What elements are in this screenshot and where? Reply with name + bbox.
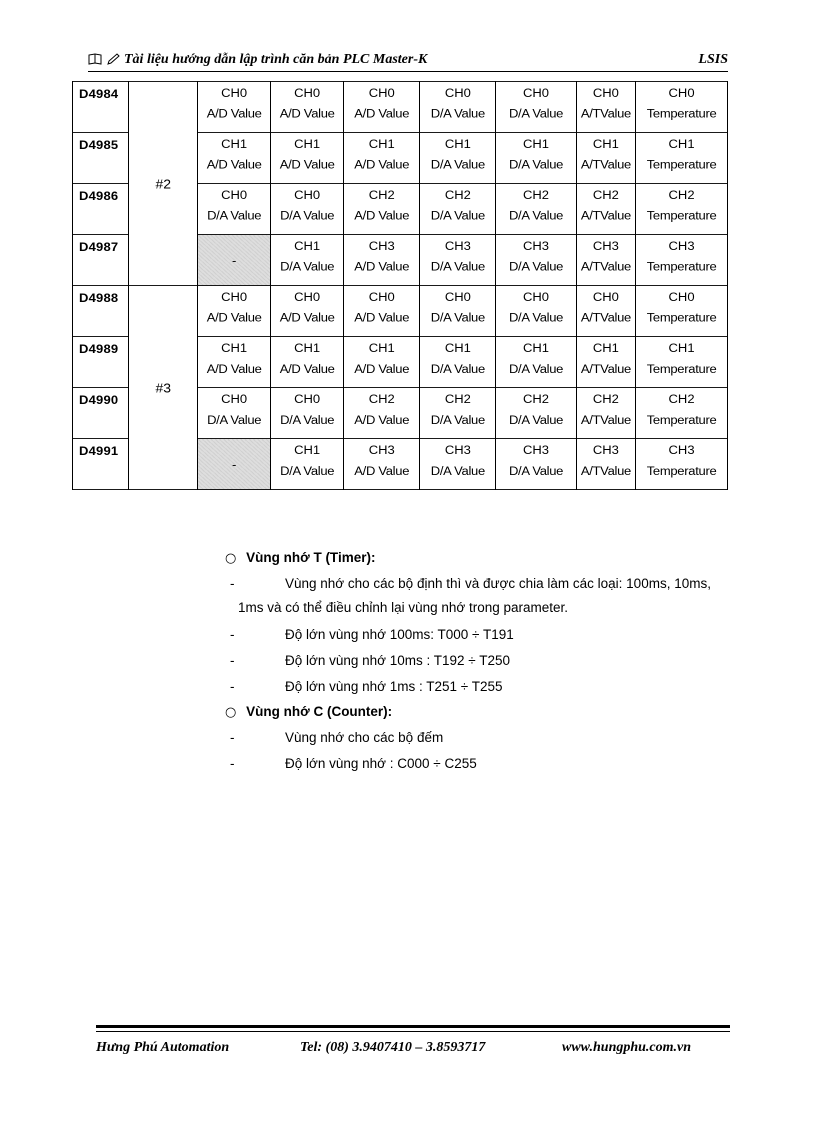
channel-label: CH3: [368, 239, 395, 253]
channel-label: CH2: [523, 188, 550, 202]
value-type: A/D Value: [206, 106, 262, 121]
counter-item-range: Độ lớn vùng nhớ : C000 ÷ C255: [285, 756, 477, 771]
timer-item-100ms: Độ lớn vùng nhớ 100ms: T000 ÷ T191: [285, 627, 514, 642]
timer-desc-row: [230, 576, 711, 591]
channel-cell: [576, 183, 635, 234]
channel-cell: [420, 81, 496, 132]
pencil-icon: [106, 53, 120, 65]
device-address: D4991: [73, 439, 129, 490]
value-type: A/D Value: [279, 106, 335, 121]
timer-item-row: [230, 679, 503, 694]
value-type: A/D Value: [354, 106, 410, 121]
device-address: D4985: [73, 132, 129, 183]
value-type: A/D Value: [206, 157, 262, 172]
timer-item-10ms: Độ lớn vùng nhớ 10ms : T192 ÷ T250: [285, 653, 510, 668]
channel-label: CH2: [668, 392, 695, 406]
device-address: D4987: [73, 234, 129, 285]
device-memory-table: [72, 81, 728, 490]
value-type: A/D Value: [354, 157, 410, 172]
channel-label: CH1: [368, 341, 395, 355]
channel-cell: [198, 286, 271, 337]
header-brand: LSIS: [698, 52, 728, 67]
channel-label: CH0: [294, 392, 321, 406]
value-type: A/D Value: [354, 259, 410, 274]
channel-cell: [496, 439, 576, 490]
header-divider: [88, 71, 728, 72]
value-type: Temperature: [646, 106, 717, 121]
channel-cell: [576, 286, 635, 337]
value-type: D/A Value: [280, 208, 335, 223]
channel-label: CH0: [523, 86, 550, 100]
channel-cell: [271, 183, 344, 234]
channel-label: CH2: [368, 188, 395, 202]
value-type: A/TValue: [580, 208, 631, 223]
value-type: D/A Value: [430, 464, 485, 478]
channel-label: CH0: [221, 392, 248, 406]
device-address: D4989: [73, 337, 129, 388]
value-type: A/TValue: [580, 311, 631, 325]
value-type: D/A Value: [430, 157, 485, 172]
timer-heading: Vùng nhớ T (Timer):: [246, 550, 376, 565]
value-type: Temperature: [646, 464, 717, 478]
channel-cell: [496, 183, 576, 234]
channel-label: CH0: [294, 86, 321, 100]
channel-cell: [496, 132, 576, 183]
channel-cell: [576, 81, 635, 132]
channel-label: CH1: [221, 341, 248, 355]
value-type: D/A Value: [280, 259, 335, 274]
value-type: D/A Value: [430, 311, 485, 325]
value-type: A/D Value: [354, 464, 410, 478]
value-type: D/A Value: [280, 464, 335, 478]
footer-website: www.hungphu.com.vn: [562, 1040, 692, 1055]
channel-cell: [271, 132, 344, 183]
timer-heading-row: [225, 550, 375, 566]
channel-cell: [271, 439, 344, 490]
channel-cell: [344, 286, 420, 337]
channel-cell: [198, 183, 271, 234]
channel-label: CH1: [368, 137, 395, 151]
channel-label: CH0: [221, 86, 248, 100]
value-type: A/TValue: [580, 157, 631, 172]
value-type: A/D Value: [206, 311, 262, 325]
timer-desc-line1: Vùng nhớ cho các bộ định thì và được chia làm các loại: 100ms, 10ms,: [285, 576, 711, 591]
channel-cell: [198, 132, 271, 183]
channel-label: CH2: [444, 392, 471, 406]
counter-heading-row: [225, 704, 392, 720]
counter-item-row: [230, 730, 444, 745]
channel-cell: [636, 388, 728, 439]
channel-label: CH0: [668, 290, 695, 304]
value-type: Temperature: [646, 208, 717, 223]
channel-label: CH0: [294, 290, 321, 304]
dash: -: [230, 653, 235, 668]
channel-cell: [198, 81, 271, 132]
footer-tel: Tel: (08) 3.9407410 – 3.8593717: [300, 1040, 486, 1055]
channel-label: CH1: [294, 137, 321, 151]
channel-cell: [576, 337, 635, 388]
value-type: A/D Value: [279, 362, 335, 376]
channel-label: CH3: [668, 239, 695, 253]
channel-cell: [271, 337, 344, 388]
value-type: D/A Value: [508, 362, 564, 376]
device-address: D4986: [73, 183, 129, 234]
channel-cell: [344, 337, 420, 388]
channel-cell: [344, 132, 420, 183]
value-type: D/A Value: [508, 106, 564, 121]
counter-item-desc: Vùng nhớ cho các bộ đếm: [285, 730, 444, 745]
channel-cell: [420, 388, 496, 439]
value-type: D/A Value: [207, 413, 262, 427]
value-type: A/D Value: [279, 157, 335, 172]
timer-item-1ms: Độ lớn vùng nhớ 1ms : T251 ÷ T255: [285, 679, 503, 694]
channel-cell: [576, 439, 635, 490]
channel-label: CH1: [668, 341, 695, 355]
value-type: A/D Value: [279, 311, 335, 325]
value-type: D/A Value: [280, 413, 335, 427]
value-type: D/A Value: [508, 208, 564, 223]
channel-label: CH2: [444, 188, 471, 202]
timer-desc-line2: 1ms và có thể điều chỉnh lại vùng nhớ trong parameter.: [238, 600, 569, 615]
channel-cell: [636, 286, 728, 337]
channel-label: CH0: [592, 86, 619, 100]
value-type: A/D Value: [354, 311, 410, 325]
channel-cell: [576, 132, 635, 183]
value-type: A/D Value: [206, 362, 262, 376]
value-type: Temperature: [646, 259, 717, 274]
channel-label: CH3: [523, 443, 550, 457]
channel-label: CH1: [294, 443, 321, 457]
channel-cell: [636, 132, 728, 183]
value-type: D/A Value: [430, 208, 485, 223]
channel-label: CH3: [523, 239, 550, 253]
value-type: A/D Value: [354, 208, 410, 223]
table-row: [73, 286, 728, 337]
channel-cell: [576, 388, 635, 439]
channel-label: CH3: [368, 443, 395, 457]
channel-cell: [198, 388, 271, 439]
slot-group: #3: [129, 286, 198, 490]
value-type: Temperature: [646, 413, 717, 427]
channel-label: CH1: [294, 239, 321, 253]
channel-label: CH3: [592, 443, 619, 457]
device-address: D4990: [73, 388, 129, 439]
channel-cell: [636, 183, 728, 234]
channel-label: CH3: [592, 239, 619, 253]
value-type: Temperature: [646, 362, 717, 376]
value-type: D/A Value: [508, 259, 564, 274]
channel-label: CH3: [444, 443, 471, 457]
channel-cell: [576, 234, 635, 285]
channel-label: CH1: [444, 137, 471, 151]
value-type: D/A Value: [430, 106, 485, 121]
channel-cell: [271, 81, 344, 132]
channel-label: CH3: [668, 443, 695, 457]
value-type: A/TValue: [580, 464, 631, 478]
channel-cell: [496, 388, 576, 439]
value-type: A/TValue: [580, 413, 631, 427]
value-type: A/TValue: [580, 106, 631, 121]
channel-label: CH2: [592, 392, 619, 406]
channel-label: CH2: [523, 392, 550, 406]
channel-cell: [344, 388, 420, 439]
dash: -: [230, 756, 235, 771]
value-type: D/A Value: [508, 311, 564, 325]
channel-label: CH1: [294, 341, 321, 355]
value-type: D/A Value: [508, 464, 564, 478]
channel-label: CH1: [523, 341, 550, 355]
value-type: A/TValue: [580, 259, 631, 274]
channel-label: CH2: [592, 188, 619, 202]
dash: -: [230, 576, 235, 591]
header-title-wrap: [88, 52, 427, 68]
channel-label: CH1: [221, 137, 248, 151]
channel-cell: [198, 337, 271, 388]
counter-heading: Vùng nhớ C (Counter):: [246, 704, 393, 719]
channel-label: CH0: [592, 290, 619, 304]
channel-cell: [420, 132, 496, 183]
channel-label: CH1: [444, 341, 471, 355]
channel-cell: [420, 183, 496, 234]
value-type: D/A Value: [508, 413, 564, 427]
page-header: [88, 52, 728, 70]
footer-divider-thick: [96, 1025, 730, 1028]
channel-cell: [636, 439, 728, 490]
value-type: D/A Value: [430, 413, 485, 427]
channel-cell: [496, 337, 576, 388]
channel-label: CH1: [668, 137, 695, 151]
channel-cell: [496, 81, 576, 132]
channel-cell: [496, 234, 576, 285]
channel-cell: [344, 183, 420, 234]
channel-cell: [271, 286, 344, 337]
channel-cell: [636, 234, 728, 285]
channel-label: CH0: [444, 86, 471, 100]
timer-item-row: [230, 653, 510, 668]
value-type: A/D Value: [354, 413, 410, 427]
counter-item-row: [230, 756, 477, 771]
channel-cell: [496, 286, 576, 337]
timer-item-row: [230, 627, 514, 642]
channel-cell: [344, 439, 420, 490]
channel-label: CH1: [592, 341, 619, 355]
channel-label: CH0: [221, 188, 248, 202]
value-type: A/TValue: [580, 362, 631, 376]
channel-cell: [344, 81, 420, 132]
channel-cell: [271, 234, 344, 285]
value-type: D/A Value: [430, 259, 485, 274]
channel-label: CH2: [368, 392, 395, 406]
device-address: D4984: [73, 81, 129, 132]
dash: -: [230, 679, 235, 694]
bullet-circle-icon: ○: [225, 705, 237, 720]
bullet-circle-icon: ○: [225, 551, 237, 566]
table-row: [73, 81, 728, 132]
dash: -: [230, 730, 235, 745]
unused-cell: -: [198, 234, 271, 285]
channel-label: CH0: [368, 86, 395, 100]
channel-label: CH0: [523, 290, 550, 304]
value-type: D/A Value: [207, 208, 262, 223]
device-address: D4988: [73, 286, 129, 337]
dash: -: [230, 627, 235, 642]
channel-cell: [420, 439, 496, 490]
channel-label: CH0: [221, 290, 248, 304]
value-type: Temperature: [646, 157, 717, 172]
header-title: Tài liệu hướng dẫn lập trình căn bản PLC Master-K: [124, 52, 428, 67]
channel-cell: [636, 81, 728, 132]
channel-label: CH0: [294, 188, 321, 202]
footer-company: Hưng Phú Automation: [96, 1040, 230, 1055]
channel-label: CH1: [523, 137, 550, 151]
footer-divider-thin: [96, 1031, 730, 1032]
channel-label: CH2: [668, 188, 695, 202]
channel-label: CH0: [668, 86, 695, 100]
channel-cell: [420, 286, 496, 337]
channel-label: CH0: [368, 290, 395, 304]
value-type: A/D Value: [354, 362, 410, 376]
channel-cell: [420, 337, 496, 388]
book-icon: [88, 53, 102, 65]
channel-label: CH0: [444, 290, 471, 304]
value-type: D/A Value: [508, 157, 564, 172]
channel-label: CH3: [444, 239, 471, 253]
slot-group: #2: [129, 81, 198, 285]
channel-cell: [636, 337, 728, 388]
channel-cell: [344, 234, 420, 285]
value-type: Temperature: [646, 311, 717, 325]
channel-cell: [271, 388, 344, 439]
channel-label: CH1: [592, 137, 619, 151]
channel-cell: [420, 234, 496, 285]
unused-cell: -: [198, 439, 271, 490]
value-type: D/A Value: [430, 362, 485, 376]
